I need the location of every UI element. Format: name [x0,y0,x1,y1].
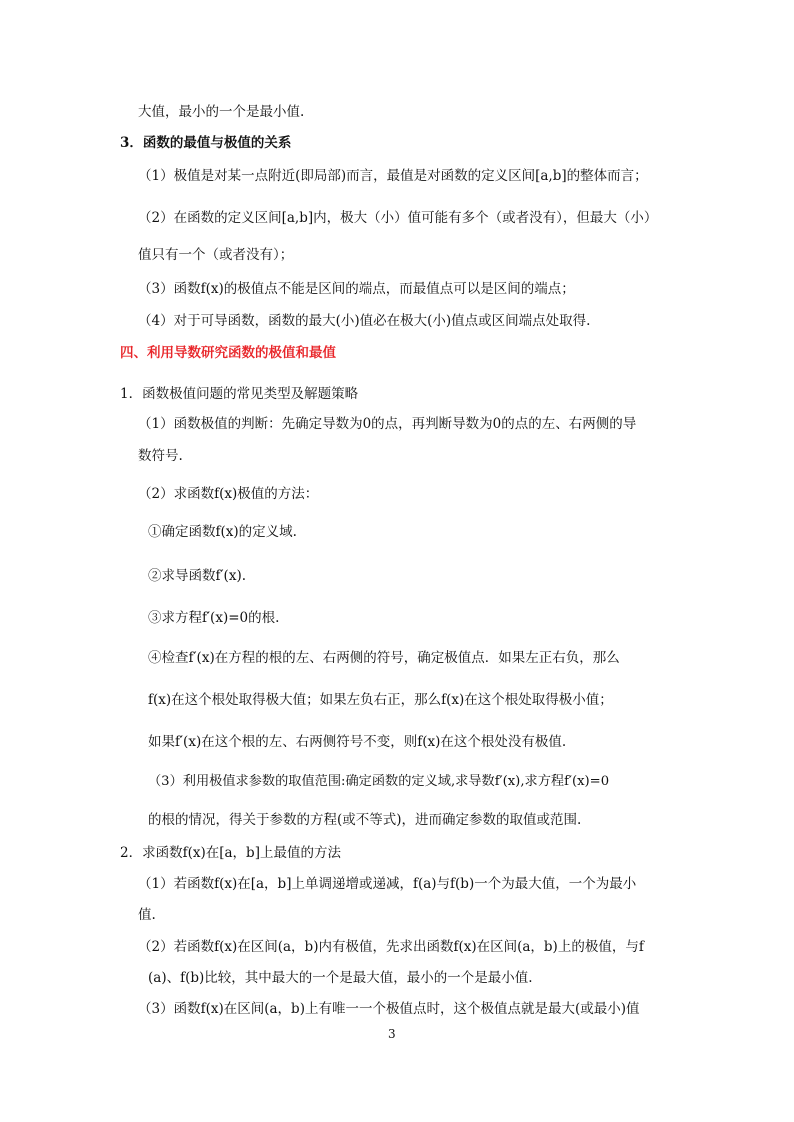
step-1: ①确定函数f(x)的定义域. [148,524,297,540]
text-line-10: （1）函数极值的判断：先确定导数为0的点，再判断导数为0的点的左、右两侧的导 [138,416,637,432]
section-heading-3: 3．函数的最值与极值的关系 [120,135,292,151]
page-number: 3 [388,1027,396,1041]
text-line-4: （2）在函数的定义区间[a,b]内，极大（小）值可能有多个（或者没有），但最大（小） [138,210,658,226]
step-4: ④检查f′(x)在方程的根的左、右两侧的符号，确定极值点．如果左正右负，那么 [148,650,620,666]
text-line-18: 如果f′(x)在这个根的左、右两侧符号不变，则f(x)在这个根处没有极值. [148,734,567,750]
text-line-7: （4）对于可导函数，函数的最大(小)值必在极大(小)值点或区间端点处取得. [138,313,591,329]
text-line-23: 值. [138,907,156,923]
text-line-3: （1）极值是对某一点附近(即局部)而言，最值是对函数的定义区间[a,b]的整体而言； [138,168,648,184]
text-line-19: （3）利用极值求参数的取值范围:确定函数的定义域,求导数f′(x),求方程f′(x)=0 [148,774,610,789]
text-line-6: （3）函数f(x)的极值点不能是区间的端点，而最值点可以是区间的端点； [138,281,575,297]
step-3: ③求方程f′(x)=0的根. [148,610,280,626]
chapter-heading-4: 四、利用导数研究函数的极值和最值 [120,345,336,361]
subsection-heading-2: 2．求函数f(x)在[a，b]上最值的方法 [120,845,341,861]
text-line-22: （1）若函数f(x)在[a，b]上单调递增或递减，f(a)与f(b)一个为最大值，一个为最小 [138,876,637,892]
subsection-heading-1: 1．函数极值问题的常见类型及解题策略 [120,386,359,402]
text-line-5: 值只有一个（或者没有）； [138,247,294,263]
text-line-20: 的根的情况，得关于参数的方程(或不等式)，进而确定参数的取值或范围. [148,812,582,828]
text-line-12: （2）求函数f(x)极值的方法： [138,486,319,502]
text-line-26: （3）函数f(x)在区间(a，b)上有唯一一个极值点时，这个极值点就是最大(或最小)值 [138,1001,640,1017]
text-line-17: f(x)在这个根处取得极大值；如果左负右正，那么f(x)在这个根处取得极小值； [148,692,613,708]
text-line-11: 数符号. [138,448,183,464]
text-line-25: (a)、f(b)比较，其中最大的一个是最大值，最小的一个是最小值. [148,970,533,986]
text-line-1: 大值，最小的一个是最小值. [138,104,305,120]
step-2: ②求导函数f′(x). [148,568,247,584]
text-line-24: （2）若函数f(x)在区间(a，b)内有极值，先求出函数f(x)在区间(a，b)上的极值，与f [138,939,644,955]
